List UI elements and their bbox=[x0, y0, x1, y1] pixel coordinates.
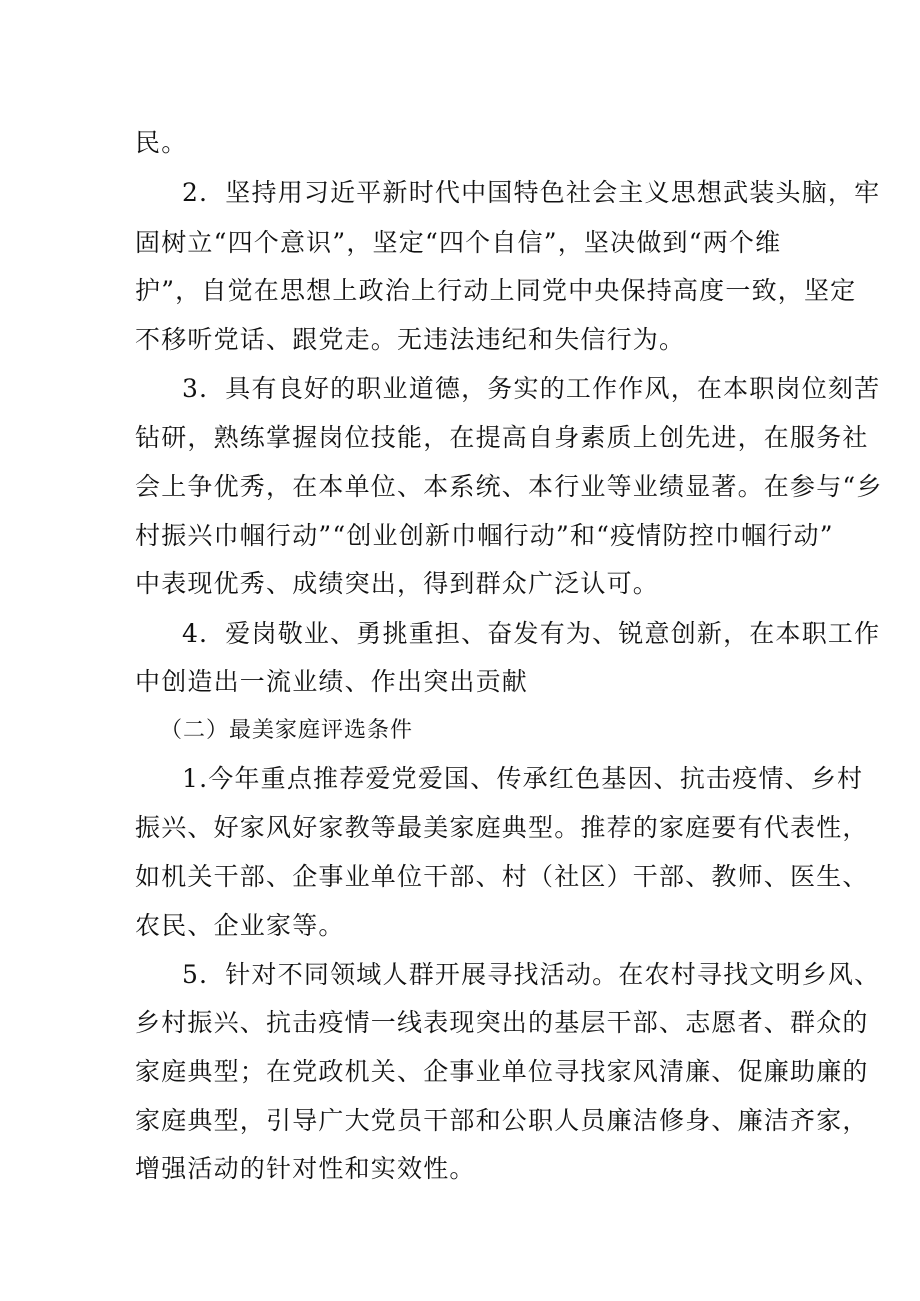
text-line: 振兴、好家风好家教等最美家庭典型。推荐的家庭要有代表性， bbox=[135, 813, 869, 842]
text-line: 如机关干部、企事业单位干部、村（社区）干部、教师、医生、 bbox=[135, 862, 869, 891]
text-line: 护”，自觉在思想上政治上行动上同党中央保持高度一致，坚定 bbox=[135, 276, 857, 305]
text-line: 中表现优秀、成绩突出，得到群众广泛认可。 bbox=[135, 569, 660, 598]
text-line: 家庭典型，引导广大党员干部和公职人员廉洁修身、廉洁齐家， bbox=[135, 1106, 869, 1135]
text-line: 5．针对不同领域人群开展寻找活动。在农村寻找文明乡风、 bbox=[182, 960, 881, 989]
text-line: 3．具有良好的职业道德，务实的工作作风，在本职岗位刻苦 bbox=[182, 374, 881, 403]
text-line: 家庭典型；在党政机关、企事业单位寻找家风清廉、促廉助廉的 bbox=[135, 1057, 869, 1086]
text-line: 2．坚持用习近平新时代中国特色社会主义思想武装头脑，牢 bbox=[182, 178, 881, 207]
text-line: 固树立“四个意识”，坚定“四个自信”，坚决做到“两个维 bbox=[135, 228, 782, 257]
text-line: 乡村振兴、抗击疫情一线表现突出的基层干部、志愿者、群众的 bbox=[135, 1008, 869, 1037]
section-heading: （二）最美家庭评选条件 bbox=[160, 718, 414, 743]
text-line: 4．爱岗敬业、勇挑重担、奋发有为、锐意创新，在本职工作 bbox=[182, 619, 881, 648]
text-line: 会上争优秀，在本单位、本系统、本行业等业绩显著。在参与“乡 bbox=[135, 472, 883, 501]
text-line: 钻研，熟练掌握岗位技能，在提高自身素质上创先进，在服务社 bbox=[135, 423, 869, 452]
text-line: 1.今年重点推荐爱党爱国、传承红色基因、抗击疫情、乡村 bbox=[182, 764, 864, 793]
text-line: 增强活动的针对性和实效性。 bbox=[135, 1154, 476, 1183]
text-line: 村振兴巾帼行动”“创业创新巾帼行动”和“疫情防控巾帼行动” bbox=[135, 521, 834, 550]
text-line: 中创造出一流业绩、作出突出贡献 bbox=[135, 667, 529, 696]
text-line: 民。 bbox=[135, 128, 188, 157]
text-line: 农民、企业家等。 bbox=[135, 911, 345, 940]
text-line: 不移听党话、跟党走。无违法违纪和失信行为。 bbox=[135, 325, 686, 354]
